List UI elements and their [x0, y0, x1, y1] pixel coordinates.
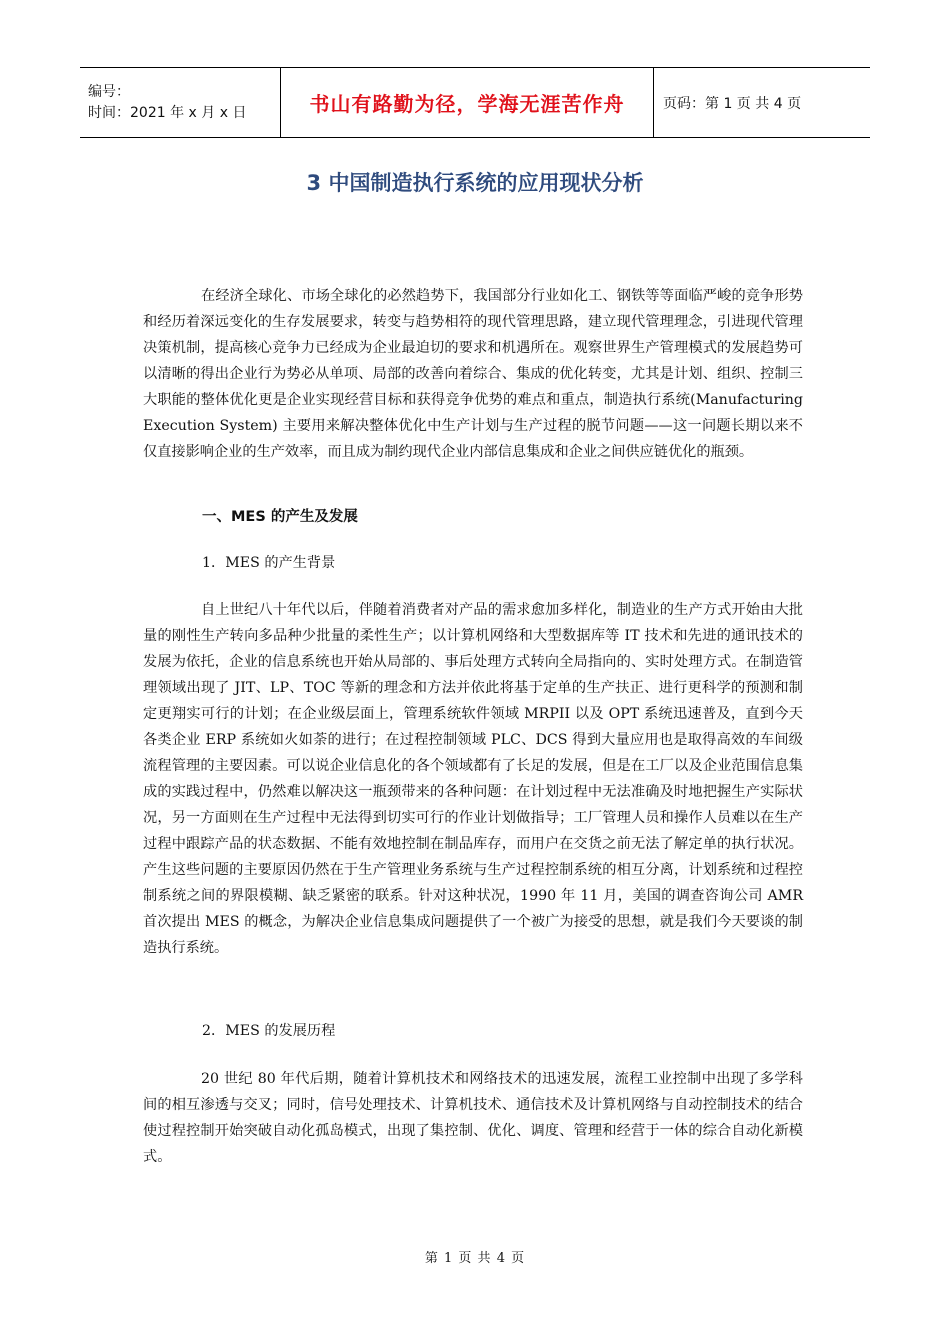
subsection-1-paragraph: 自上世纪八十年代以后，伴随着消费者对产品的需求愈加多样化，制造业的生产方式开始由大批量的刚性生产转向多品种少批量的柔性生产；以计算机网络和大型数据库等 IT 技术和先进的通讯技术的发展为依托，企业的信息系统也开始从局部的、事后处理方式转向全局指向的、实时处理方式。在制造管理领域出现了 JIT、LP、TOC 等新的理念和方法并依此将基于定单的生产扶正、进行更科学的预测和制定更翔实可行的计划；在企业级层面上，管理系统软件领域 MRPII 以及 OPT 系统迅速普及，直到今天各类企业 ERP 系统如火如荼的进行；在过程控制领域 PLC、DCS 得到大量应用也是取得高效的车间级流程管理的主要因素。可以说企业信息化的各个领域都有了长足的发展，但是在工厂以及企业范围信息集成的实践过程中，仍然难以解决这一瓶颈带来的各种问题：在计划过程中无法准确及时地把握生产实际状况，另一方面则在生产过程中无法得到切实可行的作业计划做指导；工厂管理人员和操作人员难以在生产过程中跟踪产品的状态数据、不能有效地控制在制品库存，而用户在交货之前无法了解定单的执行状况。产生这些问题的主要原因仍然在于生产管理业务系统与生产过程控制系统的相互分离，计划系统和过程控制系统之间的界限模糊、缺乏紧密的联系。针对这种状况，1990 年 11 月，美国的调查咨询公司 AMR 首次提出 MES 的概念，为解决企业信息集成问题提供了一个被广为接受的思想，就是我们今天要谈的制造执行系统。: [143, 602, 803, 956]
document-title: 3 中国制造执行系统的应用现状分析: [306, 171, 644, 195]
header-motto-cell: [281, 68, 654, 137]
header-motto: 书山有路勤为径，学海无涯苦作舟: [309, 92, 625, 116]
section-heading-1: 一、MES 的产生及发展: [202, 509, 358, 525]
subsection-heading-1: 1．MES 的产生背景: [202, 555, 336, 571]
header-page-info: 页码：第 1 页 共 4 页: [663, 95, 802, 112]
header-page-cell: [654, 68, 870, 137]
page-footer: 第 1 页 共 4 页: [424, 1251, 526, 1266]
document-number-label: 编号：: [88, 83, 130, 100]
document-time-label: 时间：2021 年 x 月 x 日: [88, 104, 247, 121]
subsection-2-paragraph: 20 世纪 80 年代后期，随着计算机技术和网络技术的迅速发展，流程工业控制中出现了多学科间的相互渗透与交叉；同时，信号处理技术、计算机技术、通信技术及计算机网络与自动控制技术的结合使过程控制开始突破自动化孤岛模式，出现了集控制、优化、调度、管理和经营于一体的综合自动化新模式。: [143, 1071, 803, 1165]
header-meta-cell: [80, 68, 281, 137]
header-table: [80, 67, 870, 138]
subsection-heading-2: 2．MES 的发展历程: [202, 1023, 336, 1039]
intro-paragraph: 在经济全球化、市场全球化的必然趋势下，我国部分行业如化工、钢铁等等面临严峻的竞争形势和经历着深远变化的生存发展要求，转变与趋势相符的现代管理思路，建立现代管理理念，引进现代管理决策机制，提高核心竞争力已经成为企业最迫切的要求和机遇所在。观察世界生产管理模式的发展趋势可以清晰的得出企业行为势必从单项、局部的改善向着综合、集成的优化转变，尤其是计划、组织、控制三大职能的整体优化更是企业实现经营目标和获得竞争优势的难点和重点，制造执行系统(Manufacturing Execution System) 主要用来解决整体优化中生产计划与生产过程的脱节问题——这一问题长期以来不仅直接影响企业的生产效率，而且成为制约现代企业内部信息集成和企业之间供应链优化的瓶颈。: [143, 288, 803, 460]
